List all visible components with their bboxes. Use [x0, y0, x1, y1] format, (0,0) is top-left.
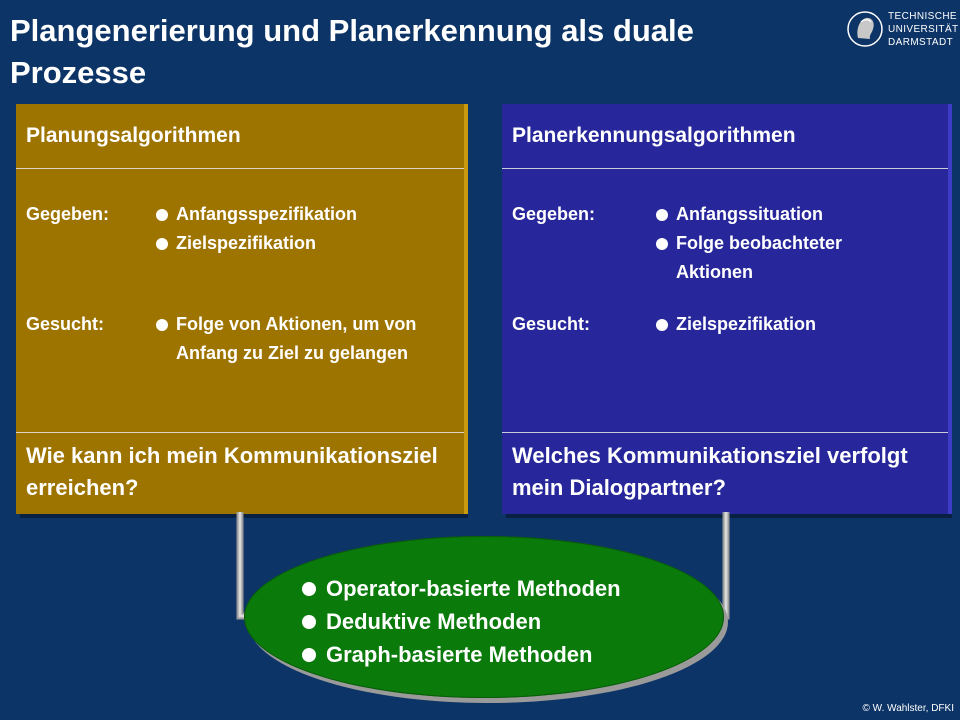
given-list — [652, 200, 912, 287]
bullet-icon — [302, 648, 316, 662]
sought-label: Gesucht: — [26, 314, 105, 334]
given-label: Gegeben: — [512, 204, 596, 224]
list-item: Zielspezifikation — [652, 310, 816, 339]
list-item: Operator-basierte Methoden — [300, 572, 621, 605]
bullet-icon — [656, 238, 668, 250]
list-item: Anfangsspezifikation — [152, 200, 357, 229]
slide-title: Plangenerierung und Planerkennung als duale Prozesse — [10, 13, 694, 90]
bullet-icon — [656, 209, 668, 221]
panel-bevel — [464, 104, 468, 514]
list-item: Zielspezifikation — [152, 229, 357, 258]
bullet-icon — [156, 209, 168, 221]
methods-list — [300, 572, 621, 671]
copyright-footer: © W. Wahlster, DFKI — [862, 703, 954, 714]
list-item: Folge beobachteter Aktionen — [652, 229, 912, 287]
divider — [502, 168, 948, 169]
sought-list — [152, 310, 452, 368]
divider — [16, 432, 464, 433]
list-item: Graph-basierte Methoden — [300, 638, 621, 671]
list-item: Deduktive Methoden — [300, 605, 621, 638]
bullet-icon — [156, 319, 168, 331]
university-logo — [846, 8, 959, 50]
given-label: Gegeben: — [26, 204, 110, 224]
divider — [16, 168, 464, 169]
divider — [502, 432, 948, 433]
athena-seal-icon — [846, 8, 884, 50]
sought-list — [652, 310, 816, 339]
planning-panel — [16, 104, 464, 514]
list-item: Anfangssituation — [652, 200, 912, 229]
bullet-icon — [156, 238, 168, 250]
given-list — [152, 200, 357, 258]
bullet-icon — [302, 615, 316, 629]
recognition-panel — [502, 104, 948, 514]
recognition-question: Welches Kommunikationsziel verfolgt mein Dialogpartner? — [512, 443, 908, 500]
planning-question: Wie kann ich mein Kommunikationsziel erreichen? — [26, 443, 438, 500]
logo-wordmark: TECHNISCHE UNIVERSITÄT DARMSTADT — [888, 11, 959, 48]
planning-header: Planungsalgorithmen — [26, 124, 241, 147]
bullet-icon — [656, 319, 668, 331]
list-item: Folge von Aktionen, um von Anfang zu Ziel zu gelangen — [152, 310, 452, 368]
bullet-icon — [302, 582, 316, 596]
panel-bevel — [948, 104, 952, 514]
sought-label: Gesucht: — [512, 314, 591, 334]
recognition-header: Planerkennungsalgorithmen — [512, 124, 796, 147]
